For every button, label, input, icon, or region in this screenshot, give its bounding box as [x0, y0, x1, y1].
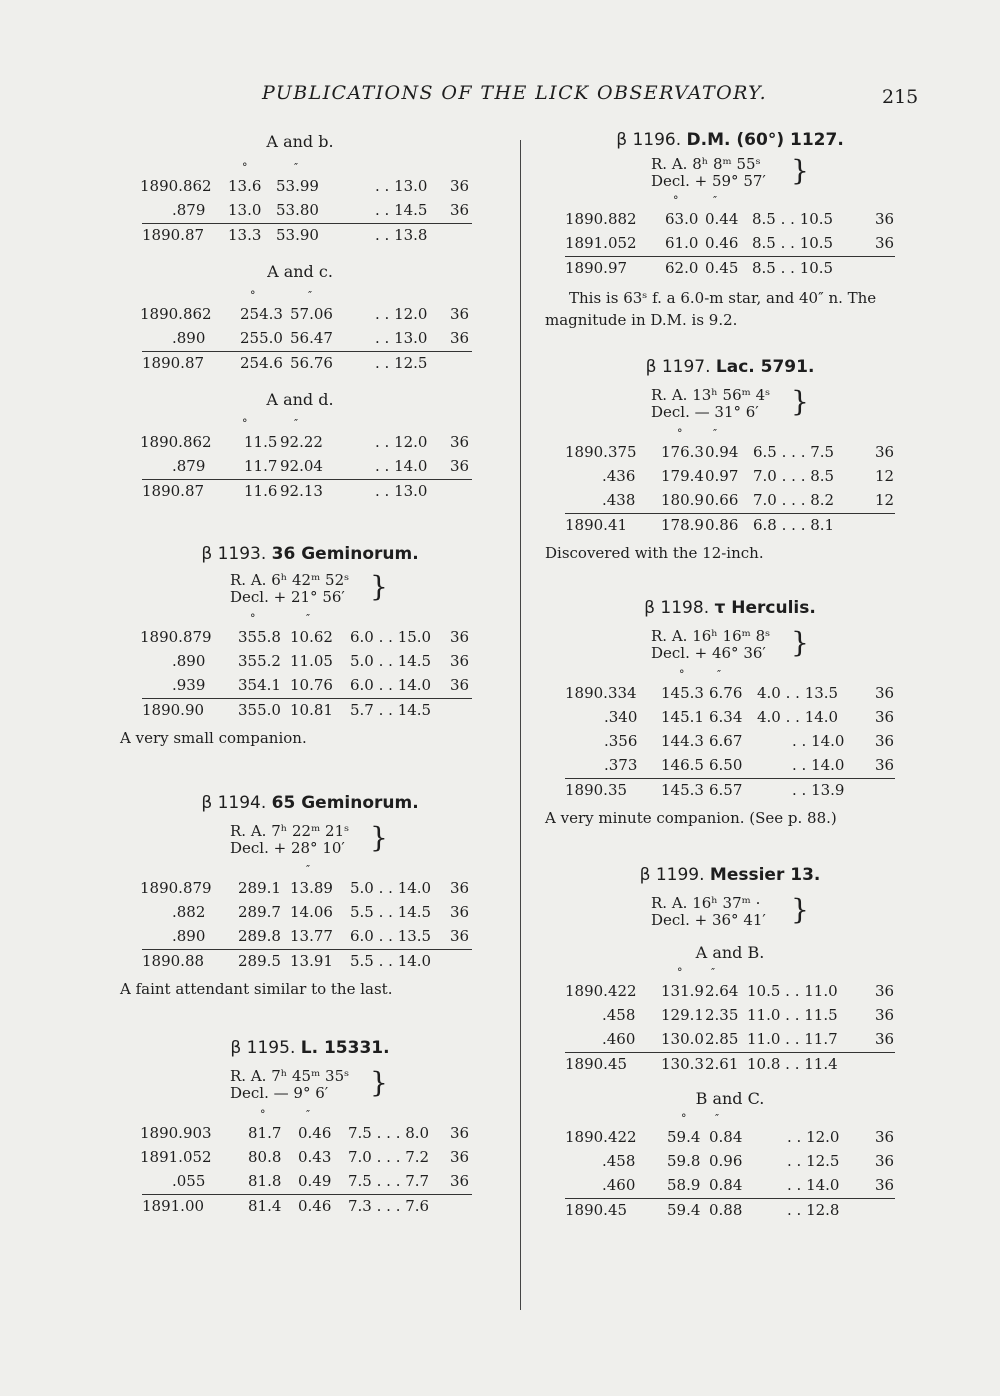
note-text: A very minute companion. (See p. 88.) [545, 809, 837, 827]
unit-marks: ° ″ [250, 289, 313, 302]
unit-marks: ° ″ [677, 427, 718, 440]
star-coordinates: R. A. 7ʰ 22ᵐ 21ˢ Decl. + 28° 10′ } [230, 821, 388, 857]
table-row: 1890.879 355.8 10.62 6.0 . . 15.0 36 [140, 628, 470, 646]
mean-row: 1890.87 11.6 92.13 . . 13.0 [142, 479, 472, 504]
table-row: 1890.862 11.5 92.22 . . 12.0 36 [140, 433, 470, 451]
star-coordinates: R. A. 8ʰ 8ᵐ 55ˢ Decl. + 59° 57′ } [651, 154, 809, 190]
table-row: .438 180.9 0.66 7.0 . . . 8.2 12 [602, 491, 895, 509]
table-row: 1890.862 13.6 53.99 . . 13.0 36 [140, 177, 470, 195]
mean-row: 1890.45 130.3 2.61 10.8 . . 11.4 [565, 1052, 895, 1077]
table-row: 1890.879 289.1 13.89 5.0 . . 14.0 36 [140, 879, 470, 897]
star-title: β 1196. D.M. (60°) 1127. [616, 130, 844, 150]
table-row: 1890.422 131.9 2.64 10.5 . . 11.0 36 [565, 982, 895, 1000]
mean-row: 1890.35 145.3 6.57 . . 13.9 [565, 778, 895, 803]
unit-marks: ° ″ [260, 1108, 311, 1121]
star-title: β 1199. Messier 13. [639, 865, 821, 885]
table-row: 1891.052 80.8 0.43 7.0 . . . 7.2 36 [140, 1148, 470, 1166]
section-heading: A and d. [266, 390, 334, 409]
unit-marks: ° ″ [677, 966, 716, 979]
table-row: .373 146.5 6.50 . . 14.0 36 [604, 756, 895, 774]
star-coordinates: R. A. 13ʰ 56ᵐ 4ˢ Decl. — 31° 6′ } [651, 385, 809, 421]
star-title: β 1194. 65 Geminorum. [201, 793, 419, 813]
note-text: Discovered with the 12-inch. [545, 544, 764, 562]
column-divider [520, 140, 521, 1310]
table-row: 1890.882 63.0 0.44 8.5 . . 10.5 36 [565, 210, 895, 228]
page-number: 215 [882, 86, 919, 108]
table-row: .460 58.9 0.84 . . 14.0 36 [602, 1176, 895, 1194]
mean-row: 1890.41 178.9 0.86 6.8 . . . 8.1 [565, 513, 895, 538]
table-row: .436 179.4 0.97 7.0 . . . 8.5 12 [602, 467, 895, 485]
running-title: PUBLICATIONS OF THE LICK OBSERVATORY. [262, 82, 768, 104]
table-row: .458 59.8 0.96 . . 12.5 36 [602, 1152, 895, 1170]
unit-marks: ° ″ [242, 417, 299, 430]
table-row: .879 13.0 53.80 . . 14.5 36 [172, 201, 470, 219]
note-text: This is 63ˢ f. a 6.0-m star, and 40″ n. The magnitude in D.M. is 9.2. [545, 289, 877, 329]
unit-marks: ° ″ [681, 1112, 720, 1125]
table-row: 1890.862 254.3 57.06 . . 12.0 36 [140, 305, 470, 323]
mean-row: 1890.45 59.4 0.88 . . 12.8 [565, 1198, 895, 1223]
mean-row: 1891.00 81.4 0.46 7.3 . . . 7.6 [142, 1194, 472, 1219]
section-heading: A and c. [267, 262, 333, 281]
mean-row: 1890.87 13.3 53.90 . . 13.8 [142, 223, 472, 248]
table-row: 1891.052 61.0 0.46 8.5 . . 10.5 36 [565, 234, 895, 252]
unit-marks: ° ″ [250, 612, 311, 625]
section-heading: A and B. [695, 943, 765, 962]
mean-row: 1890.88 289.5 13.91 5.5 . . 14.0 [142, 949, 472, 974]
unit-marks: ° ″ [242, 161, 299, 174]
unit-marks: ″ [306, 863, 311, 876]
table-row: .890 289.8 13.77 6.0 . . 13.5 36 [172, 927, 470, 945]
table-row: .939 354.1 10.76 6.0 . . 14.0 36 [172, 676, 470, 694]
table-row: .879 11.7 92.04 . . 14.0 36 [172, 457, 470, 475]
left-column [120, 128, 480, 1219]
table-row: .882 289.7 14.06 5.5 . . 14.5 36 [172, 903, 470, 921]
page-header [0, 82, 1000, 112]
table-row: .055 81.8 0.49 7.5 . . . 7.7 36 [172, 1172, 470, 1190]
star-title: β 1193. 36 Geminorum. [201, 544, 419, 564]
star-coordinates: R. A. 7ʰ 45ᵐ 35ˢ Decl. — 9° 6′ } [230, 1066, 388, 1102]
table-row: 1890.422 59.4 0.84 . . 12.0 36 [565, 1128, 895, 1146]
table-row: .340 145.1 6.34 4.0 . . 14.0 36 [604, 708, 895, 726]
right-column [545, 128, 915, 1223]
section-heading: A and b. [266, 132, 334, 151]
table-row: .460 130.0 2.85 11.0 . . 11.7 36 [602, 1030, 895, 1048]
star-coordinates: R. A. 16ʰ 16ᵐ 8ˢ Decl. + 46° 36′ } [651, 626, 809, 662]
star-coordinates: R. A. 6ʰ 42ᵐ 52ˢ Decl. + 21° 56′ } [230, 570, 388, 606]
mean-row: 1890.90 355.0 10.81 5.7 . . 14.5 [142, 698, 472, 723]
star-coordinates: R. A. 16ʰ 37ᵐ · Decl. + 36° 41′ } [651, 893, 809, 929]
star-title: β 1198. τ Herculis. [644, 598, 816, 618]
table-row: 1890.334 145.3 6.76 4.0 . . 13.5 36 [565, 684, 895, 702]
table-row: .890 355.2 11.05 5.0 . . 14.5 36 [172, 652, 470, 670]
table-row: 1890.375 176.3 0.94 6.5 . . . 7.5 36 [565, 443, 895, 461]
star-title: β 1195. L. 15331. [230, 1038, 390, 1058]
section-heading: B and C. [695, 1089, 765, 1108]
note-text: A very small companion. [120, 729, 307, 747]
table-row: .890 255.0 56.47 . . 13.0 36 [172, 329, 470, 347]
table-row: .458 129.1 2.35 11.0 . . 11.5 36 [602, 1006, 895, 1024]
table-row: .356 144.3 6.67 . . 14.0 36 [604, 732, 895, 750]
table-row: 1890.903 81.7 0.46 7.5 . . . 8.0 36 [140, 1124, 470, 1142]
mean-row: 1890.97 62.0 0.45 8.5 . . 10.5 [565, 256, 895, 281]
note-text: A faint attendant similar to the last. [120, 980, 393, 998]
mean-row: 1890.87 254.6 56.76 . . 12.5 [142, 351, 472, 376]
star-title: β 1197. Lac. 5791. [645, 357, 815, 377]
unit-marks: ° ″ [679, 668, 722, 681]
unit-marks: ° ″ [673, 194, 718, 207]
